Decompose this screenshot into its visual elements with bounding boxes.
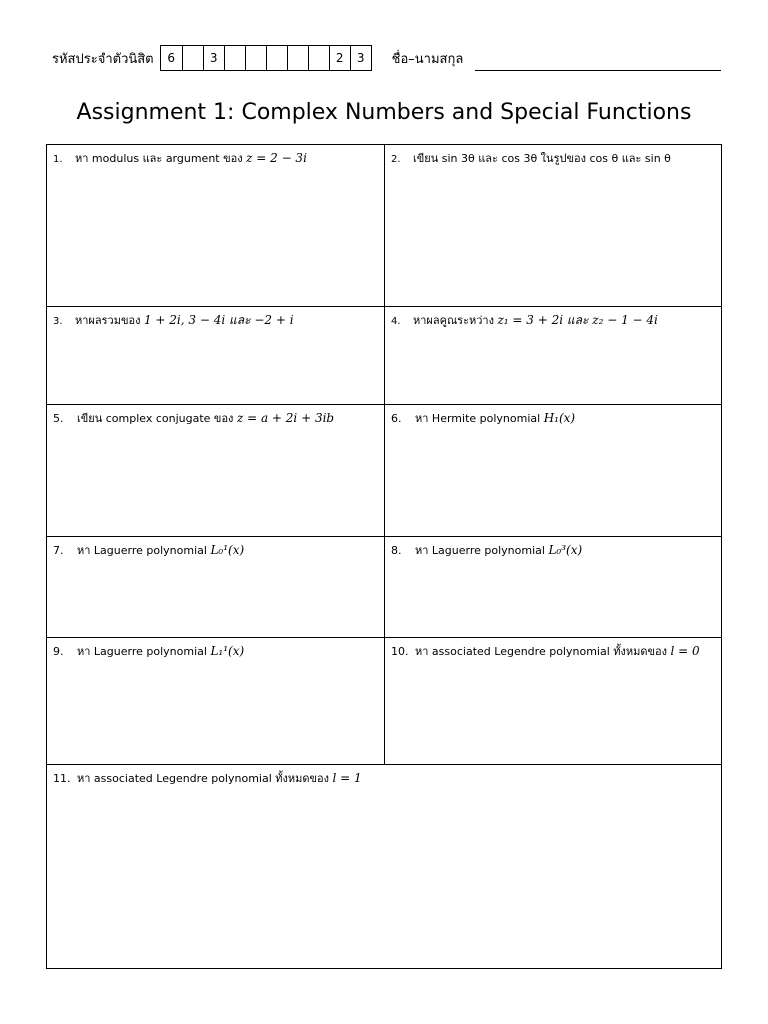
question-cell-4[interactable] — [385, 307, 721, 405]
question-math: l = 0 — [670, 644, 700, 658]
name-label: ชื่อ–นามสกุล — [391, 51, 464, 67]
student-id-boxes — [160, 45, 372, 71]
question-text: หา associated Legendre polynomial ทั้งหมดของ — [77, 772, 330, 785]
question-cell-1[interactable] — [47, 145, 385, 307]
page-title: Assignment 1: Complex Numbers and Special Functions — [76, 100, 692, 125]
question-number: 11. — [53, 772, 71, 785]
student-id-digit-box[interactable]: 3 — [203, 46, 224, 70]
question-math: z = a + 2i + 3ib — [236, 411, 335, 425]
student-id-label: รหัสประจำตัวนิสิต — [52, 51, 154, 67]
question-text: หา Laguerre polynomial — [415, 544, 545, 557]
question-math: L₀¹(x) — [210, 543, 245, 557]
question-cell-10[interactable] — [385, 638, 721, 765]
question-cell-11[interactable] — [47, 765, 721, 968]
question-math: L₁¹(x) — [210, 644, 245, 658]
student-id-digit-box[interactable] — [287, 46, 308, 70]
question-text: หา Laguerre polynomial — [77, 544, 207, 557]
student-id-digit-box[interactable] — [182, 46, 203, 70]
question-cell-3[interactable] — [47, 307, 385, 405]
student-id-digit-box[interactable]: 6 — [167, 51, 175, 65]
question-number: 3. — [53, 316, 63, 327]
question-number: 10. — [391, 645, 409, 658]
student-id-digit-box[interactable] — [308, 46, 329, 70]
question-number: 2. — [391, 154, 401, 165]
question-text: หาผลคูณระหว่าง — [413, 314, 494, 327]
question-text: หา modulus และ argument ของ — [75, 152, 243, 165]
question-cell-6[interactable] — [385, 405, 721, 537]
question-math: z = 2 − 3i — [246, 151, 307, 165]
question-math: z₁ = 3 + 2i และ z₂ − 1 − 4i — [497, 313, 658, 327]
name-field-line[interactable] — [475, 70, 721, 71]
question-text: หา Hermite polynomial — [415, 412, 541, 425]
question-text: หา associated Legendre polynomial ทั้งหมดของ — [415, 645, 668, 658]
question-cell-2[interactable] — [385, 145, 721, 307]
question-number: 4. — [391, 316, 401, 327]
question-number: 6. — [391, 412, 402, 425]
student-id-digit-box[interactable] — [266, 46, 287, 70]
question-cell-8[interactable] — [385, 537, 721, 638]
question-math: l = 1 — [332, 771, 362, 785]
question-number: 1. — [53, 154, 63, 165]
student-id-digit-box[interactable] — [224, 46, 245, 70]
questions-grid — [46, 144, 722, 969]
question-cell-5[interactable] — [47, 405, 385, 537]
student-id-digit-box[interactable]: 2 — [329, 46, 350, 70]
student-id-row — [52, 45, 463, 71]
question-text: เขียน sin 3θ และ cos 3θ ในรูปของ cos θ และ sin θ — [413, 152, 671, 165]
question-text: หาผลรวมของ — [75, 314, 141, 327]
student-id-digit-box[interactable]: 3 — [350, 46, 371, 70]
question-number: 7. — [53, 544, 64, 557]
question-cell-9[interactable] — [47, 638, 385, 765]
question-number: 5. — [53, 412, 64, 425]
question-cell-7[interactable] — [47, 537, 385, 638]
question-number: 9. — [53, 645, 64, 658]
question-math: L₀³(x) — [548, 543, 583, 557]
question-math: 1 + 2i, 3 − 4i และ −2 + i — [143, 313, 294, 327]
question-text: หา Laguerre polynomial — [77, 645, 207, 658]
question-math: H₁(x) — [543, 411, 576, 425]
question-number: 8. — [391, 544, 402, 557]
question-text: เขียน complex conjugate ของ — [77, 412, 234, 425]
student-id-digit-box[interactable] — [245, 46, 266, 70]
